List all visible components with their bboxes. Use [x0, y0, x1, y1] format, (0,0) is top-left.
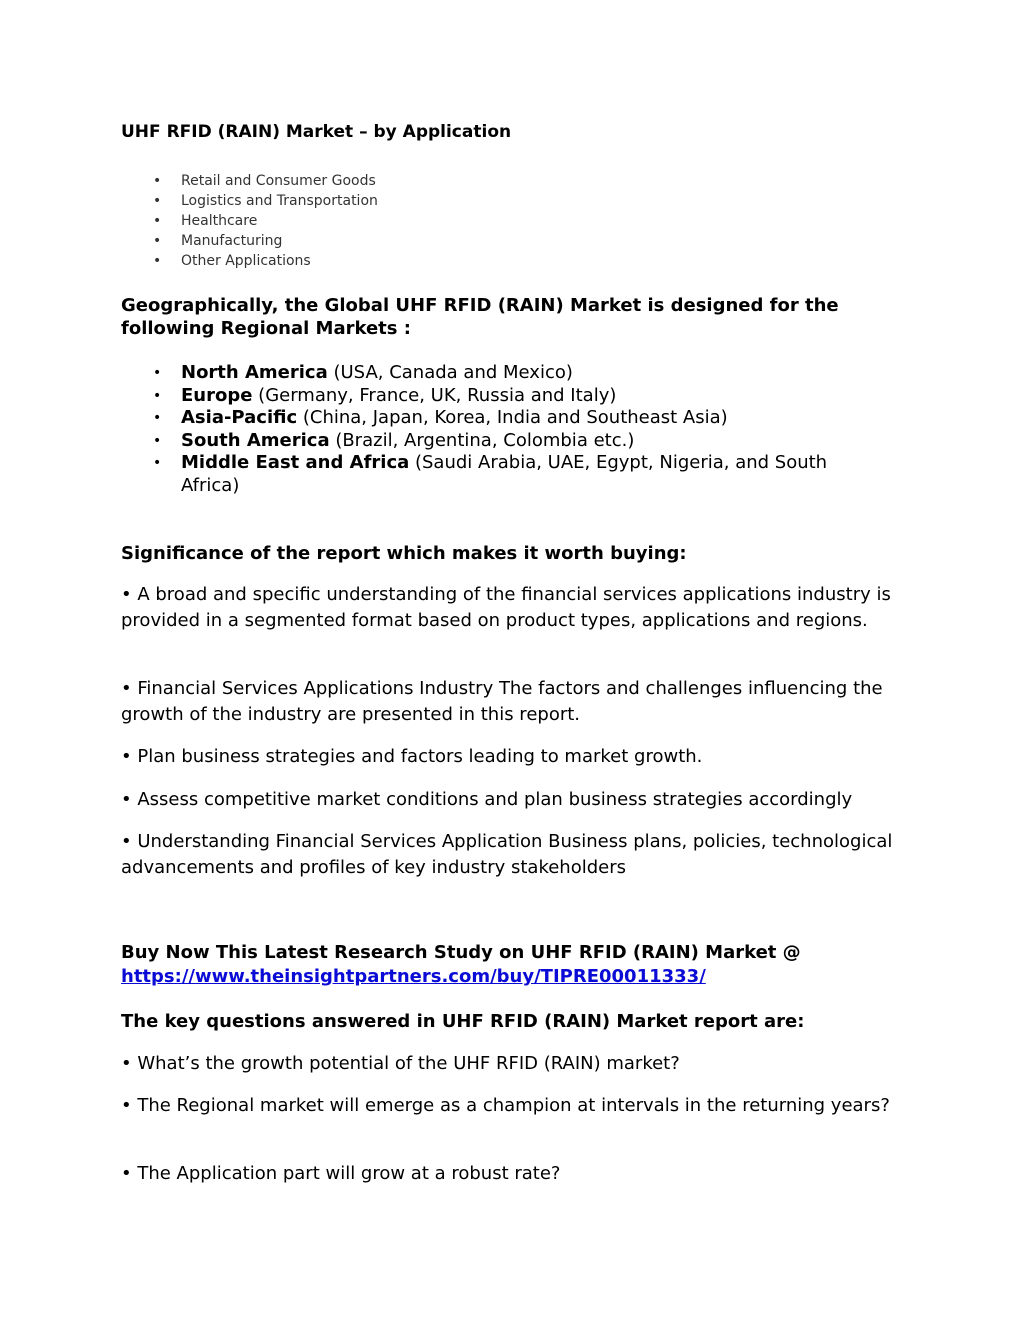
region-detail: (Brazil, Argentina, Colombia etc.) [329, 429, 635, 451]
region-name: Asia-Pacific [181, 407, 298, 428]
question-item: • The Regional market will emerge as a champion at intervals in the returning years? [121, 1095, 890, 1116]
bullet-icon: • [153, 213, 162, 229]
region-name: Europe [181, 384, 253, 406]
question-item: • The Application part will grow at a robust rate? [121, 1163, 561, 1184]
bullet-icon: • [153, 173, 162, 189]
significance-point: • A broad and specific understanding of the financial services applications industry is provided in a segmented format based on product types, applications and regions. [121, 584, 891, 631]
significance-point: • Plan business strategies and factors leading to market growth. [121, 746, 703, 767]
bullet-icon: • [153, 432, 162, 449]
application-heading: UHF RFID (RAIN) Market – by Application [121, 122, 512, 142]
question-item: • What’s the growth potential of the UHF RFID (RAIN) market? [121, 1053, 680, 1074]
region-name: North America [181, 362, 328, 383]
significance-heading: Significance of the report which makes it worth buying: [121, 543, 687, 564]
buy-now-text: Buy Now This Latest Research Study on UHF RFID (RAIN) Market @ [121, 942, 801, 963]
region-detail: (Germany, France, UK, Russia and Italy) [252, 384, 617, 406]
region-name: Middle East and Africa [181, 452, 410, 473]
region-detail: (USA, Canada and Mexico) [327, 362, 573, 383]
significance-point: • Assess competitive market conditions and plan business strategies accordingly [121, 789, 853, 810]
region-detail: (Saudi Arabia, UAE, Egypt, Nigeria, and South Africa) [181, 452, 828, 496]
bullet-icon: • [153, 410, 162, 426]
bullet-icon: • [153, 253, 162, 269]
bullet-icon: • [153, 233, 162, 249]
significance-point: • Financial Services Applications Industry The factors and challenges influencing the growth of the industry are presented in this report. [121, 678, 883, 725]
bullet-icon: • [153, 387, 162, 404]
questions-heading: The key questions answered in UHF RFID (RAIN) Market report are: [121, 1011, 805, 1032]
bullet-icon: • [153, 365, 162, 381]
region-name: South America [181, 429, 330, 451]
significance-point: • Understanding Financial Services Application Business plans, policies, technological advancements and profiles of key industry stakeholders [121, 831, 893, 878]
bullet-icon: • [153, 193, 162, 209]
buy-link[interactable]: https://www.theinsightpartners.com/buy/TIPRE00011333/ [121, 966, 706, 987]
geography-heading: Geographically, the Global UHF RFID (RAIN) Market is designed for the following Regional Markets : [121, 295, 839, 339]
region-detail: (China, Japan, Korea, India and Southeast Asia) [297, 407, 728, 428]
bullet-icon: • [153, 455, 162, 471]
